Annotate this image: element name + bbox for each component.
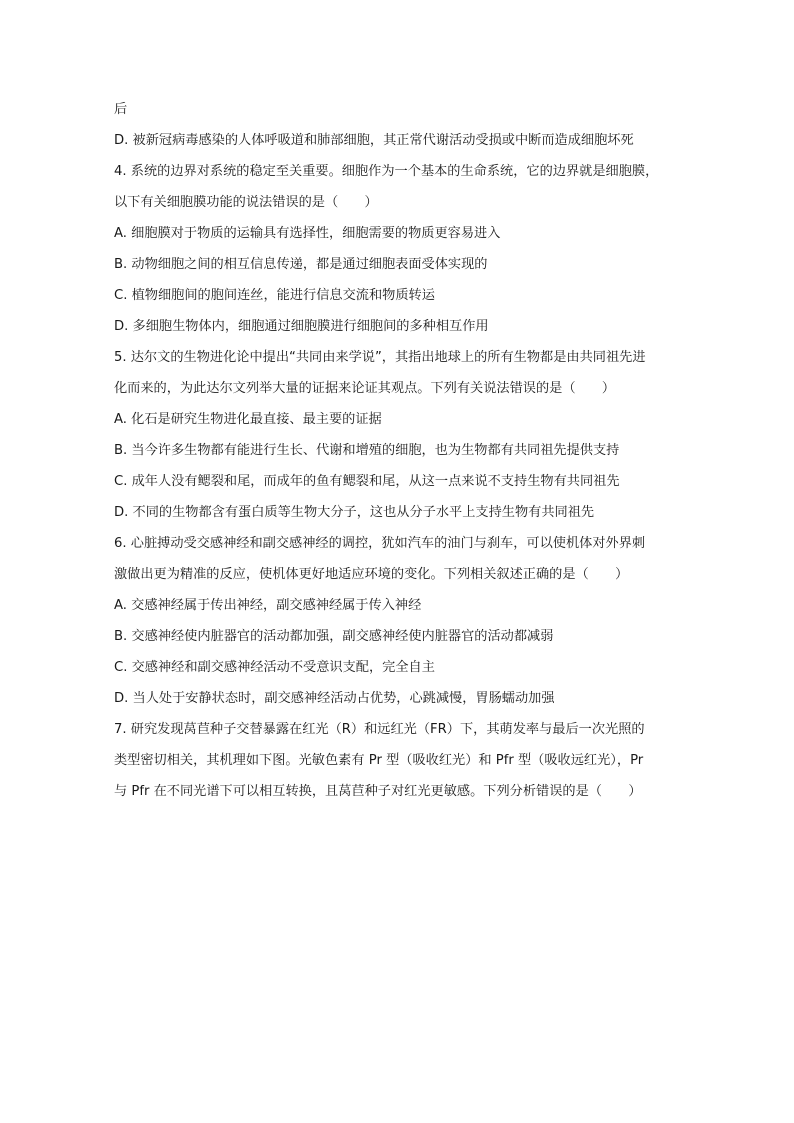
q3-option-d: D. 被新冠病毒感染的人体呼吸道和肺部细胞，其正常代谢活动受损或中断而造成细胞坏死: [114, 133, 634, 148]
q7-stem-line-2: 类型密切相关，其机理如下图。光敏色素有 Pr 型（吸收红光）和 Pfr 型（吸收远红光），Pr: [114, 753, 644, 768]
q7-stem-line-1: 7. 研究发现莴苣种子交替暴露在红光（R）和远红光（FR）下，其萌发率与最后一次光照的: [114, 722, 645, 737]
q5-option-c: C. 成年人没有鳃裂和尾，而成年的鱼有鳃裂和尾，从这一点来说不支持生物有共同祖先: [114, 474, 620, 489]
document-page: [114, 100, 684, 813]
q5-option-d: D. 不同的生物都含有蛋白质等生物大分子，这也从分子水平上支持生物有共同祖先: [114, 505, 595, 520]
q4-stem-line-1: 4. 系统的边界对系统的稳定至关重要。细胞作为一个基本的生命系统，它的边界就是细胞膜，: [114, 164, 659, 179]
q7-stem-line-3: 与 Pfr 在不同光谱下可以相互转换，且莴苣种子对红光更敏感。下列分析错误的是（ ）: [114, 784, 642, 799]
q6-option-c: C. 交感神经和副交感神经活动不受意识支配，完全自主: [114, 660, 435, 675]
q4-option-c: C. 植物细胞间的胞间连丝，能进行信息交流和物质转运: [114, 288, 435, 303]
q5-stem-line-1: 5. 达尔文的生物进化论中提出“共同由来学说”，其指出地球上的所有生物都是由共同祖先进: [114, 350, 646, 365]
q4-stem-line-2: 以下有关细胞膜功能的说法错误的是（ ）: [114, 195, 378, 210]
text-line-continuation: 后: [114, 102, 128, 117]
q5-option-b: B. 当今许多生物都有能进行生长、代谢和增殖的细胞，也为生物都有共同祖先提供支持: [114, 443, 620, 458]
q4-option-b: B. 动物细胞之间的相互信息传递，都是通过细胞表面受体实现的: [114, 257, 488, 272]
q5-stem-line-2: 化而来的，为此达尔文列举大量的证据来论证其观点。下列有关说法错误的是（ ）: [114, 381, 616, 396]
q6-stem-line-2: 激做出更为精准的反应，使机体更好地适应环境的变化。下列相关叙述正确的是（ ）: [114, 567, 629, 582]
q4-option-d: D. 多细胞生物体内，细胞通过细胞膜进行细胞间的多种相互作用: [114, 319, 489, 334]
q6-stem-line-1: 6. 心脏搏动受交感神经和副交感神经的调控，犹如汽车的油门与刹车，可以使机体对外界刺: [114, 536, 646, 551]
q6-option-d: D. 当人处于安静状态时，副交感神经活动占优势，心跳减慢，胃肠蠕动加强: [114, 691, 555, 706]
q6-option-b: B. 交感神经使内脏器官的活动都加强，副交感神经使内脏器官的活动都减弱: [114, 629, 554, 644]
q4-option-a: A. 细胞膜对于物质的运输具有选择性，细胞需要的物质更容易进入: [114, 226, 501, 241]
q6-option-a: A. 交感神经属于传出神经，副交感神经属于传入神经: [114, 598, 422, 613]
q5-option-a: A. 化石是研究生物进化最直接、最主要的证据: [114, 412, 382, 427]
